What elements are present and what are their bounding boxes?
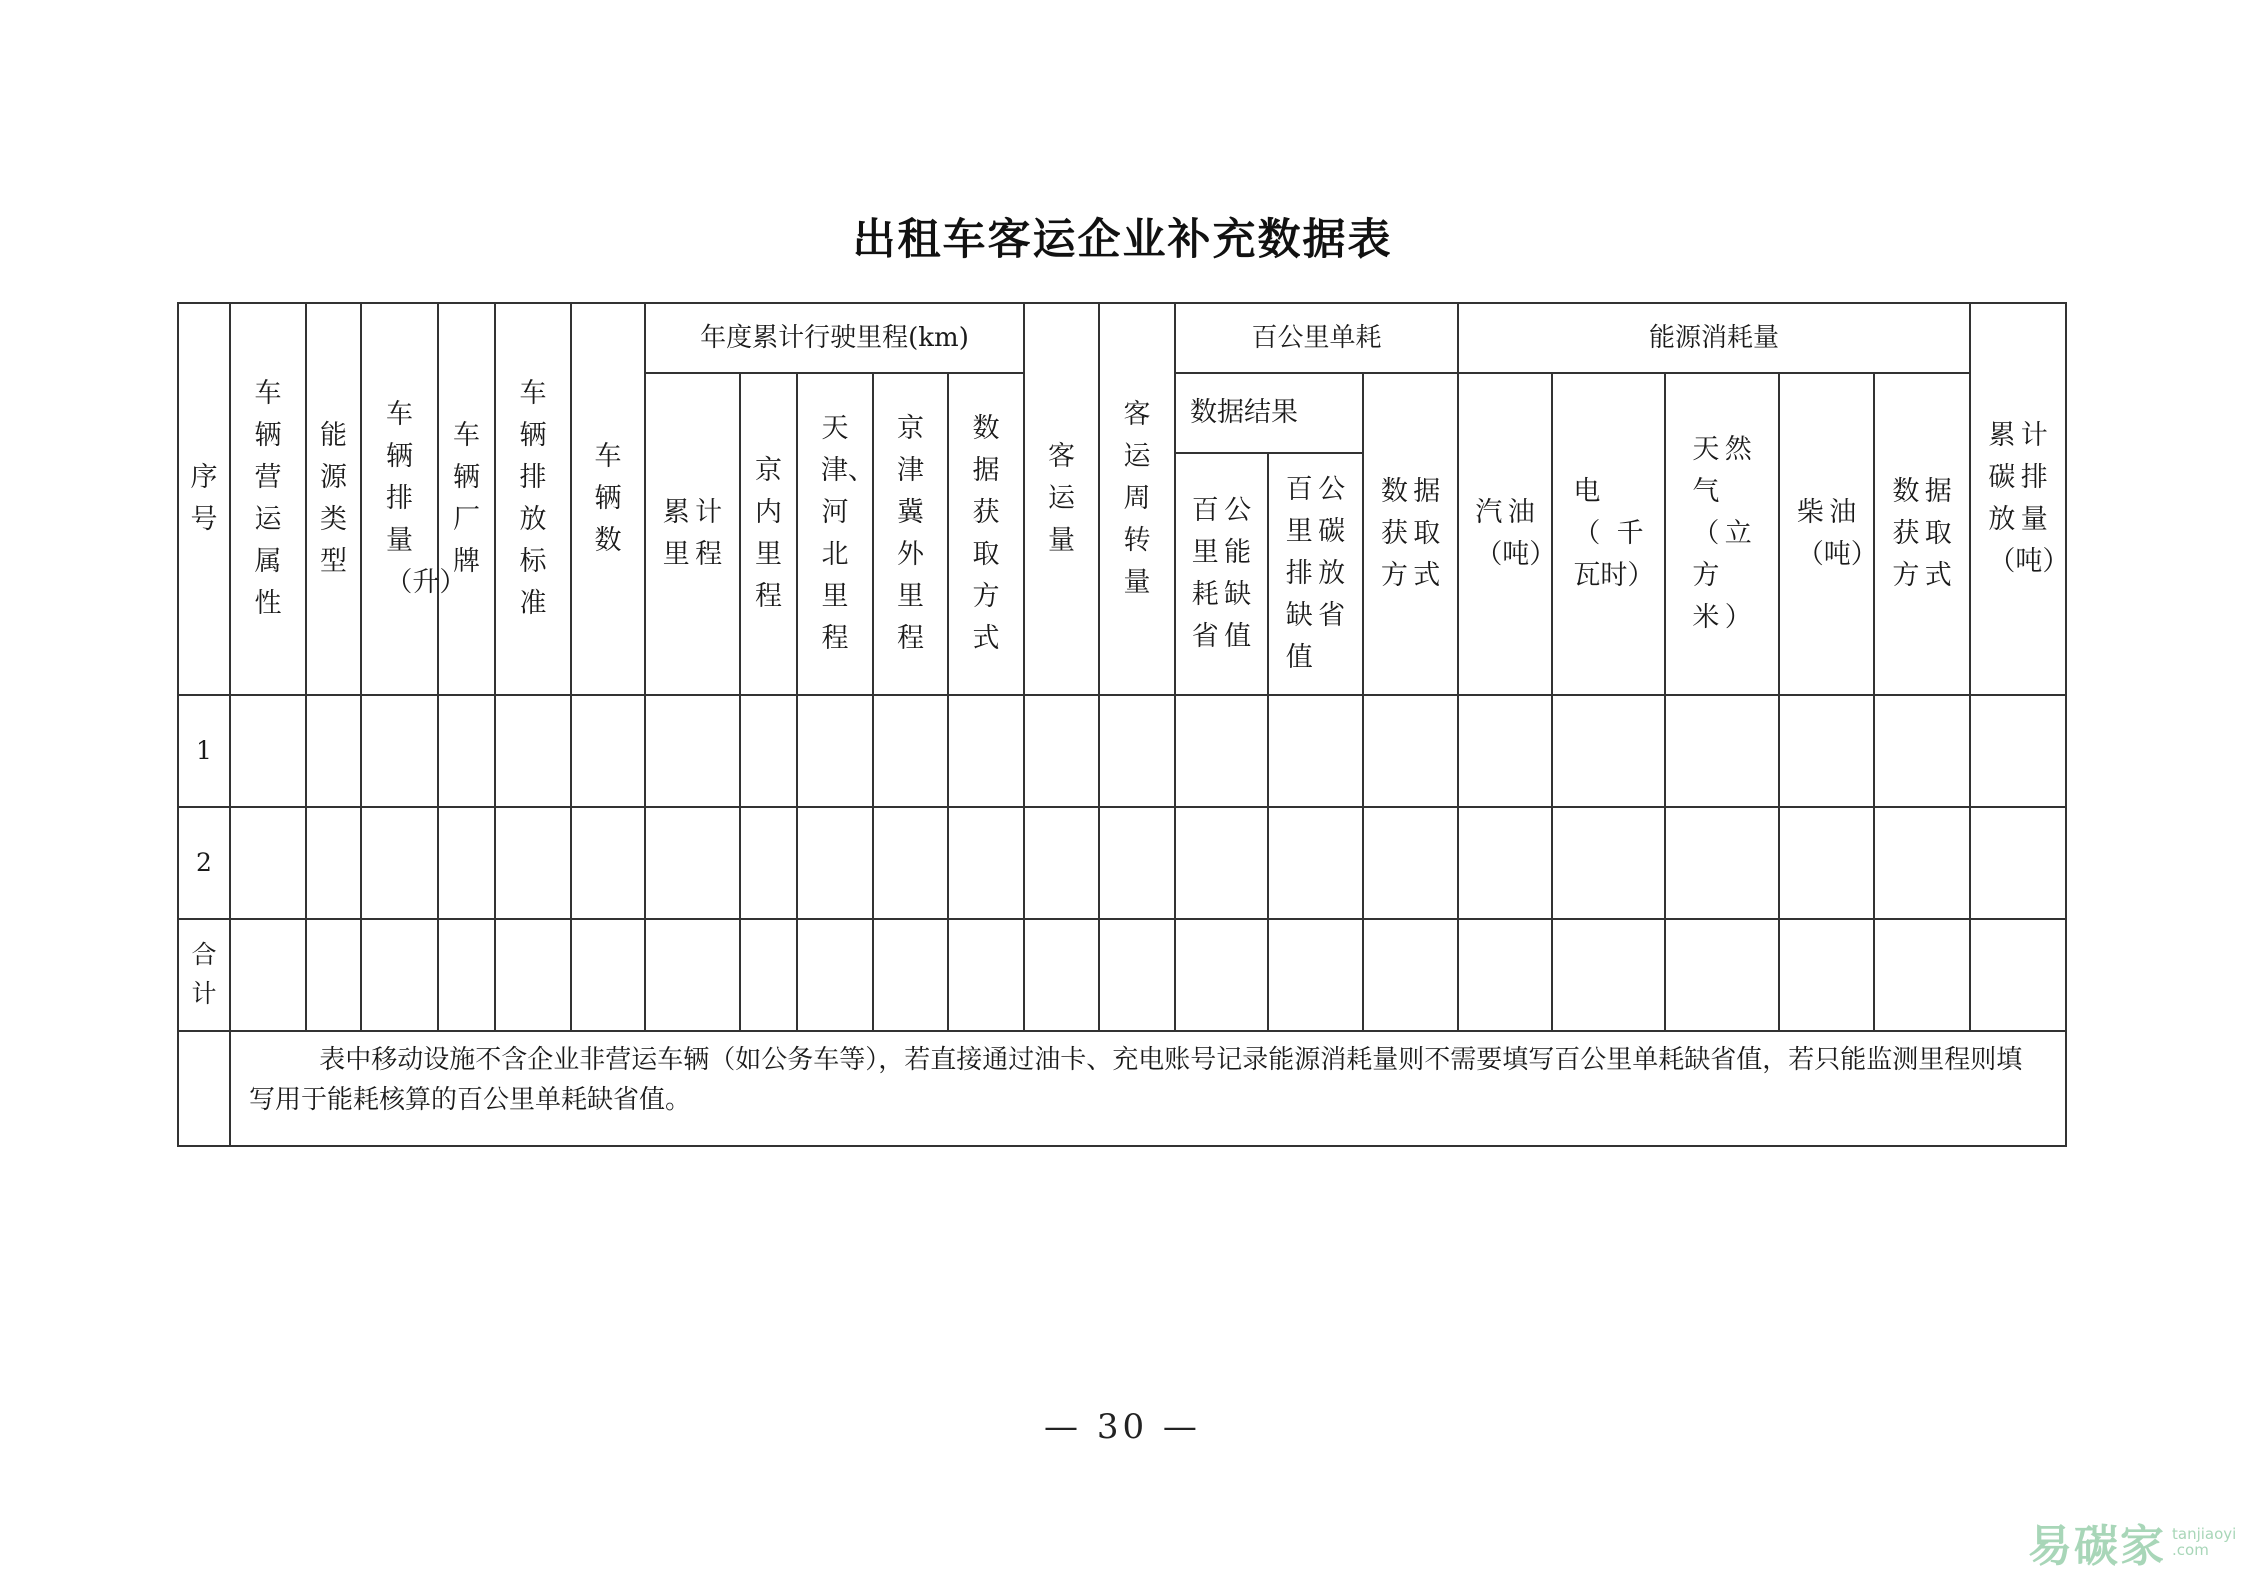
header-mileage-method: 数据获取方式 [948,373,1024,695]
header-natgas: 天然气（立方米） [1665,373,1779,695]
header-op-attr: 车辆营运属性 [230,303,306,695]
header-energy-default: 百公里能耗缺省值 [1175,453,1268,695]
watermark-text: 易碳家 [2028,1521,2166,1572]
header-tj-hb: 天津、河北里程 [797,373,873,695]
table-row [178,807,2066,919]
note-label-cell [178,1031,230,1146]
header-vehicle-count: 车辆数 [571,303,645,695]
header-cum-mileage: 累计里程 [645,373,740,695]
header-electric: 电（千瓦时） [1552,373,1665,695]
row-label: 1 [178,695,230,807]
header-per100-group: 百公里单耗 [1175,303,1458,373]
header-pkm: 客运周转量 [1099,303,1175,695]
table-row [178,919,2066,1031]
page-title: 出租车客运企业补充数据表 [852,215,1393,265]
watermark-logo [2028,1510,2236,1574]
table-row [178,695,2066,807]
header-seq: 序号 [178,303,230,695]
header-carbon-total: 累计碳排放量（吨） [1970,303,2066,695]
header-outside: 京津冀外里程 [873,373,948,695]
header-beijing: 京内里程 [740,373,797,695]
header-energy-type: 能源类型 [306,303,361,695]
header-data-result: 数据结果 [1175,373,1363,453]
supplementary-data-table [177,302,2070,1147]
header-energy-group: 能源消耗量 [1458,303,1970,373]
header-emission-std: 车辆排放标准 [495,303,571,695]
row-label: 2 [178,807,230,919]
header-per100-method: 数据获取方式 [1363,373,1458,695]
header-displacement: 车辆排量（升） [361,303,438,695]
header-diesel: 柴油（吨） [1779,373,1874,695]
header-carbon-default: 百公里碳排放缺省值 [1268,453,1363,695]
header-energy-method: 数据获取方式 [1874,373,1970,695]
row-label: 合计 [178,919,230,1031]
header-gasoline: 汽油（吨） [1458,373,1552,695]
page-number: — 30 — [1044,1407,1201,1447]
header-brand: 车辆厂牌 [438,303,495,695]
watermark-domain: tanjiaoyi .com [2172,1524,2237,1559]
table-note: 表中移动设施不含企业非营运车辆（如公务车等），若直接通过油卡、充电账号记录能源消耗量则不需要填写百公里单耗缺省值，若只能监测里程则填写用于能耗核算的百公里单耗缺省值。 [230,1031,2066,1146]
header-passengers: 客运量 [1024,303,1099,695]
header-mileage-group: 年度累计行驶里程(km) [645,303,1024,373]
